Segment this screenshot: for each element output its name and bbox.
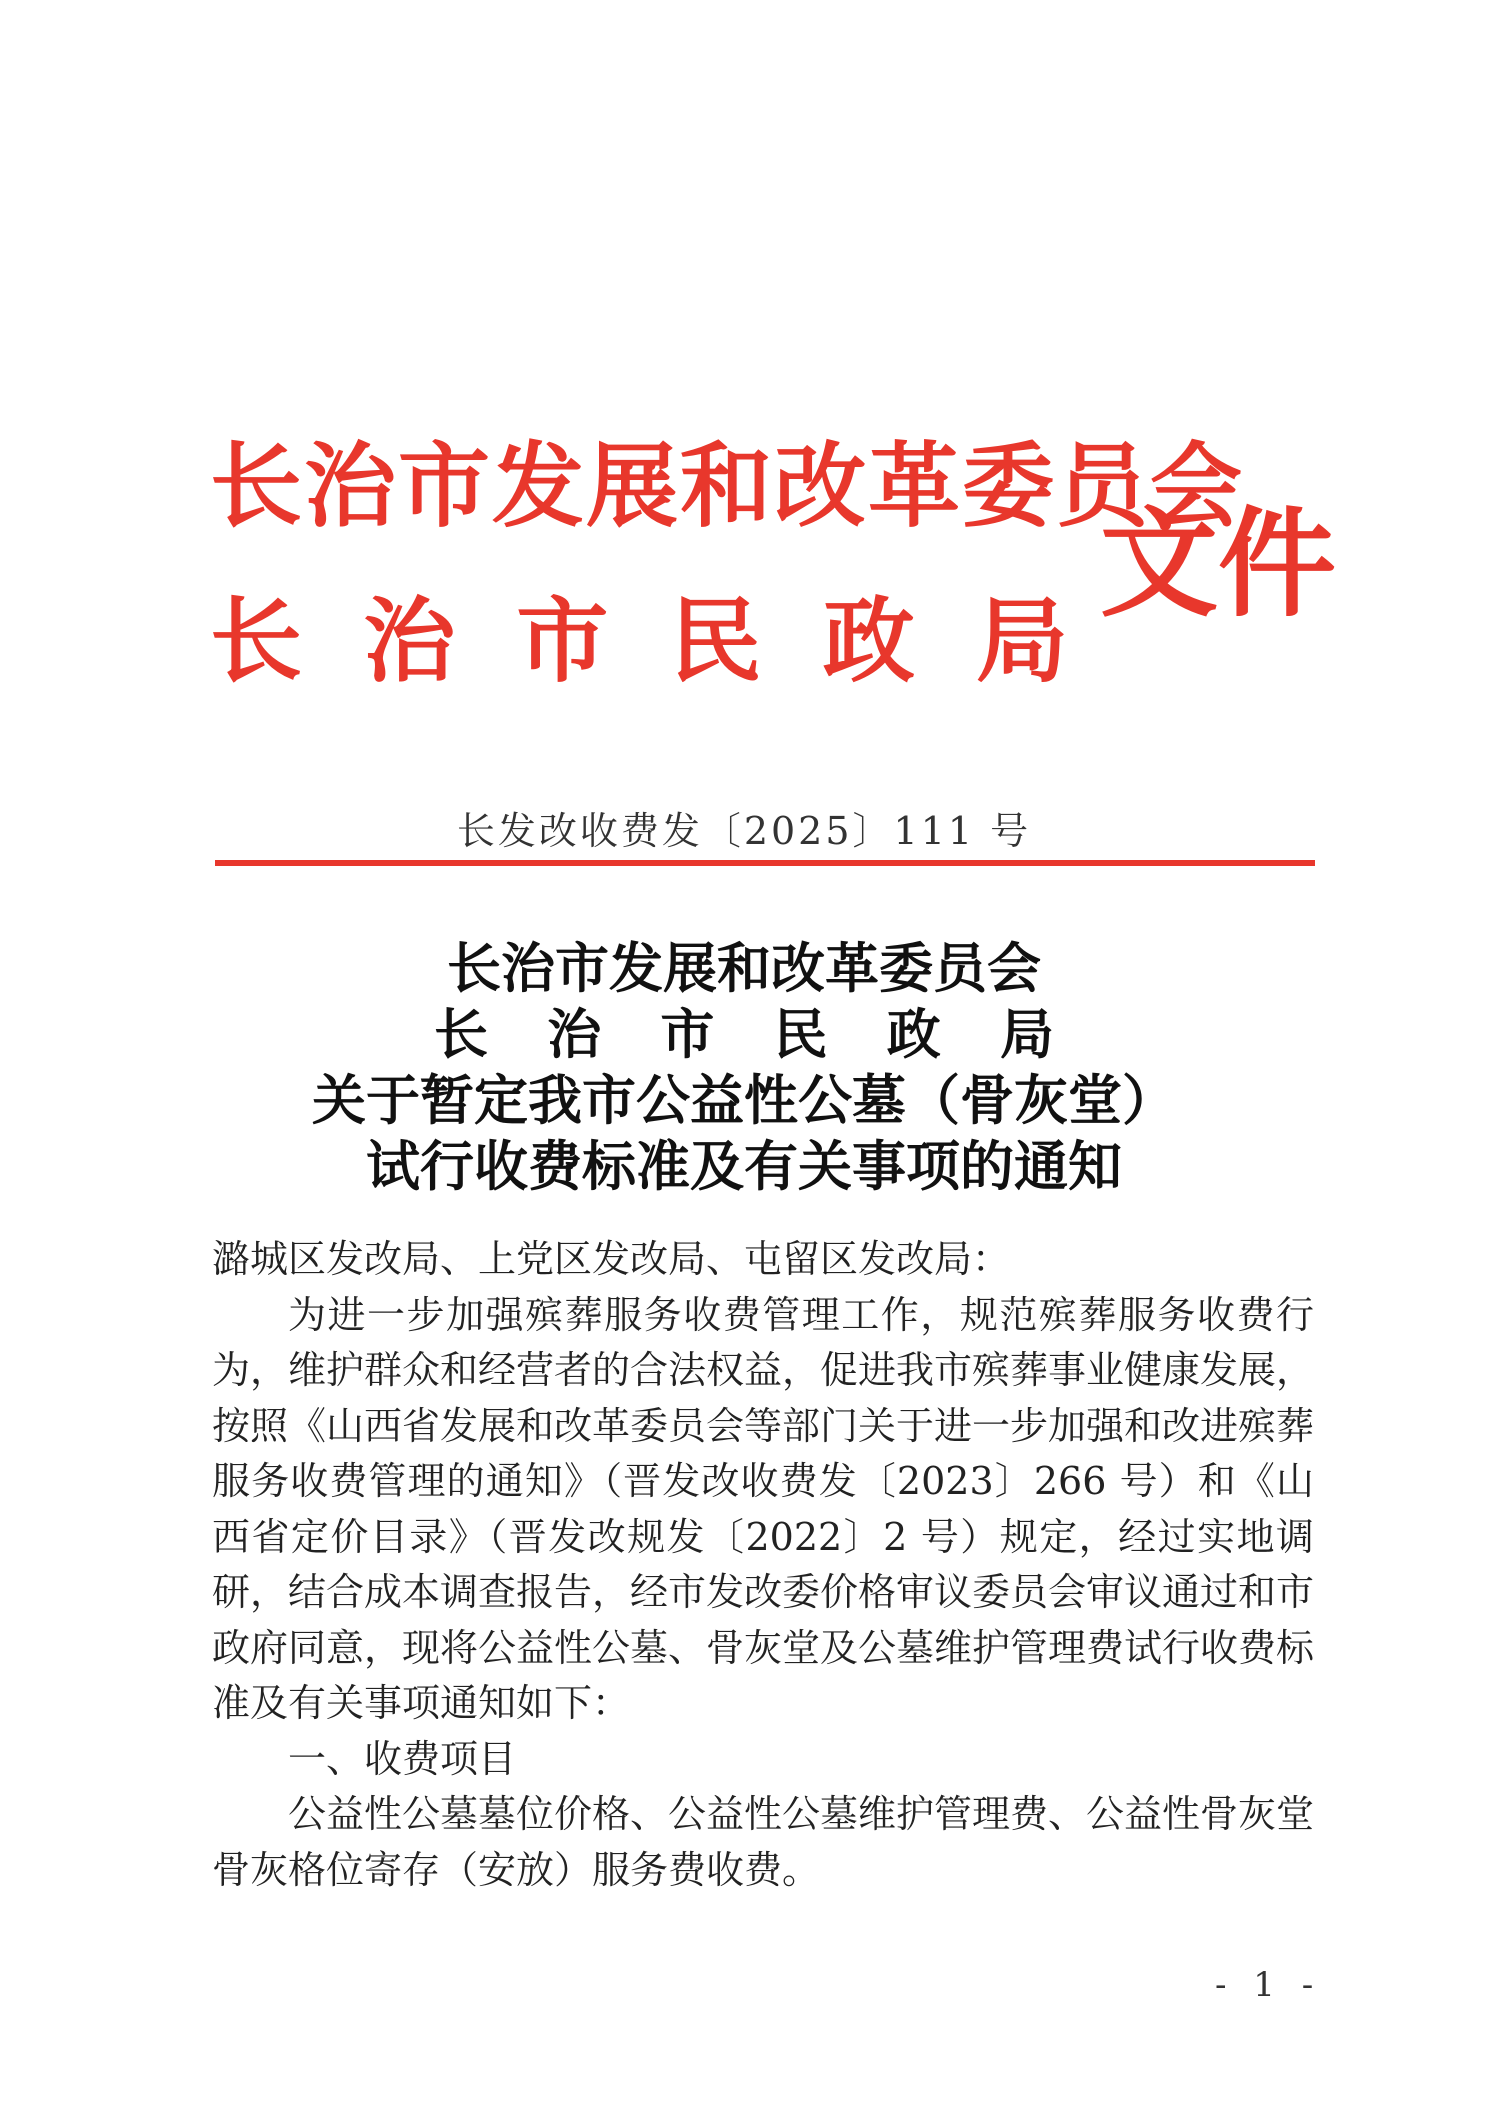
issuer-char: 治	[363, 587, 458, 695]
title-char: 民	[773, 1002, 828, 1066]
document-title	[0, 935, 1488, 1199]
title-line-4: 试行收费标准及有关事项的通知	[366, 1134, 1122, 1198]
issuer-char: 民	[669, 587, 764, 695]
issuer-development-reform-commission: 长治市发展和改革委员会	[210, 432, 1245, 540]
title-char: 治	[547, 1002, 602, 1066]
title-char: 长	[434, 1002, 488, 1066]
title-line-3: 关于暂定我市公益性公墓（骨灰堂）	[312, 1068, 1176, 1132]
title-line-2	[434, 1001, 1054, 1067]
issuer-char: 长	[210, 587, 305, 695]
document-body	[212, 1232, 1314, 1898]
header-red-divider	[215, 860, 1315, 866]
issuer-char: 政	[822, 587, 917, 695]
title-char: 市	[660, 1002, 715, 1066]
section-1-text: 公益性公墓墓位价格、公益性公墓维护管理费、公益性骨灰堂骨灰格位寄存（安放）服务费收费。	[212, 1792, 1315, 1892]
body-paragraph-1: 为进一步加强殡葬服务收费管理工作，规范殡葬服务收费行为，维护群众和经营者的合法权益，促进我市殡葬事业健康发展，按照《山西省发展和改革委员会等部门关于进一步加强和改进殡葬服务收费管理的通知》（晋发改收费发〔2023〕266 号）和《山西省定价目录》（晋发改规发〔2022〕2 号）规定，经过实地调研，结合成本调查报告，经市发改委价格审议委员会审议通过和市政府同意，现将公益性公墓、骨灰堂及公墓维护管理费试行收费标准及有关事项通知如下：	[212, 1292, 1315, 1725]
title-line-1: 长治市发展和改革委员会	[447, 936, 1041, 1000]
addressee: 潞城区发改局、上党区发改局、屯留区发改局：	[212, 1237, 1011, 1281]
title-char: 政	[886, 1002, 941, 1066]
section-1-heading: 一、收费项目	[288, 1736, 517, 1781]
issuer-civil-affairs-bureau	[210, 587, 1070, 695]
issuer-char: 局	[975, 587, 1070, 695]
title-char: 局	[999, 1002, 1054, 1066]
document-type-label: 文件	[1100, 494, 1337, 633]
issuer-char: 市	[516, 587, 611, 695]
document-number: 长发改收费发〔2025〕111 号	[456, 809, 1032, 853]
page-number: - 1 -	[1215, 1965, 1322, 2005]
